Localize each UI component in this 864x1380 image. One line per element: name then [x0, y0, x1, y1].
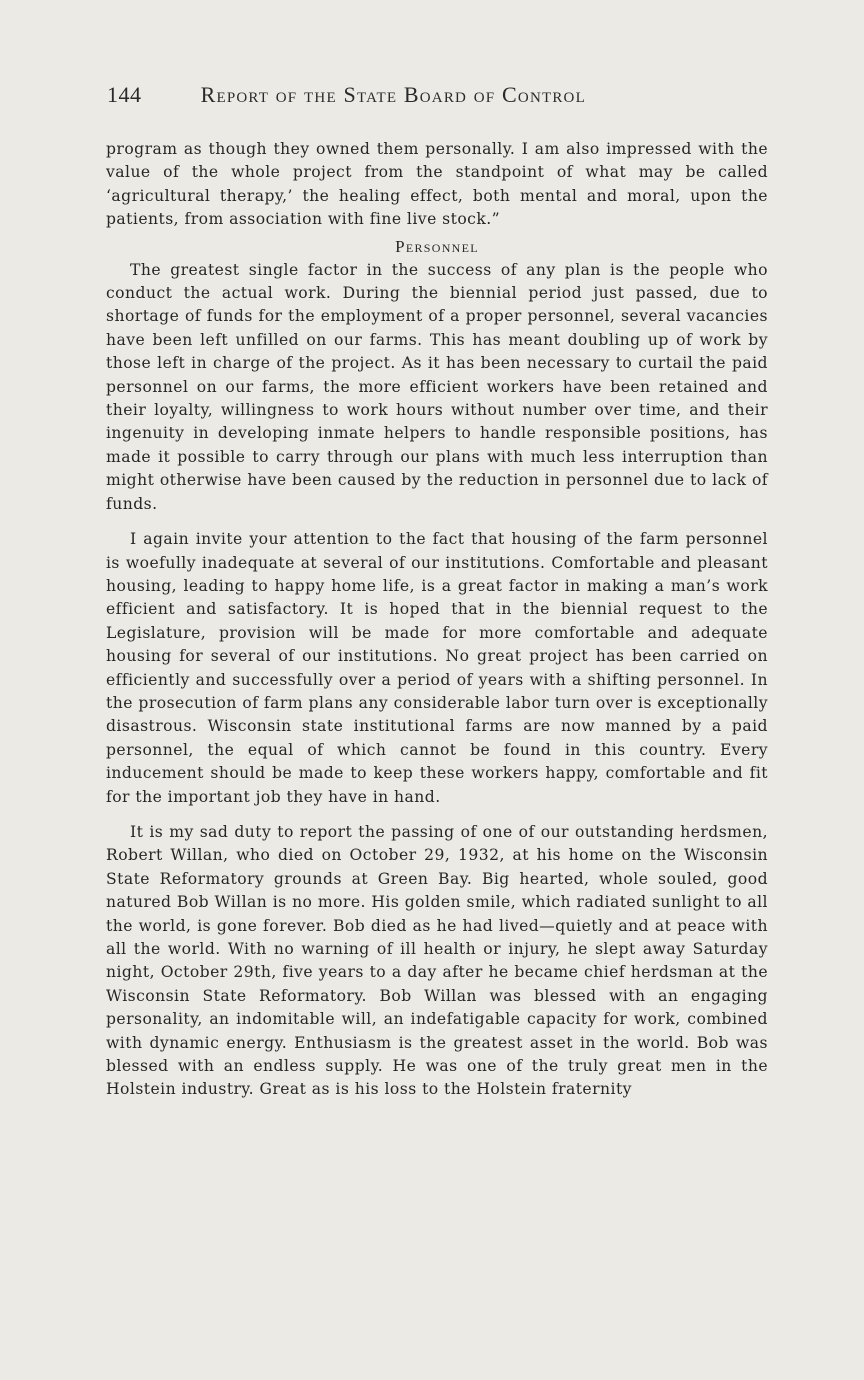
- running-title: Report of the State Board of Control: [200, 82, 586, 107]
- paragraph-personnel-factor: The greatest single factor in the success of any plan is the people who conduct the actual work. During the biennial period just passed, due to shortage of funds for the employment of a proper personnel, several vacancies have been left unfilled on our farms. This has meant doubling up of work by those left in charge of the project. As it has been necessary to curtail the paid personnel on our farms, the more efficient workers have been retained and their loyalty, willingness to work hours without number over time, and their ingenuity in developing inmate helpers to handle responsible positions, has made it possible to carry through our plans with much less interruption than might otherwise have been caused by the reduction in personnel due to lack of funds.: [106, 260, 768, 513]
- page-number: 144: [107, 82, 142, 107]
- body-text: [106, 138, 768, 1102]
- paragraph-robert-willan: It is my sad duty to report the passing of one of our outstanding herdsmen, Robert Willan, who died on October 29, 1932, at his home on the Wisconsin State Reformatory grounds at Green Bay. Big hearted, whole souled, good natured Bob Willan is no more. His golden smile, which radiated sunlight to all the world, is gone forever. Bob died as he had lived—quietly and at peace with all the world. With no warning of ill health or injury, he slept away Saturday night, October 29th, five years to a day after he became chief herdsman at the Wisconsin State Reformatory. Bob Willan was blessed with an engaging personality, an indomitable will, an indefatigable capacity for work, combined with dynamic energy. Enthusiasm is the greatest asset in the world. Bob was blessed with an endless supply. He was one of the truly great men in the Holstein industry. Great as is his loss to the Holstein fraternity: [106, 822, 768, 1099]
- section-heading-personnel: Personnel: [395, 236, 479, 256]
- running-head: [107, 82, 767, 116]
- opening-paragraph: program as though they owned them personally. I am also impressed with the value of the whole project from the standpoint of what may be called ‘agricultural therapy,’ the healing effect, both mental and moral, upon the patients, from association with fine live stock.”: [106, 140, 768, 229]
- paragraph-housing: I again invite your attention to the fact that housing of the farm personnel is woefully inadequate at several of our institutions. Comfortable and pleasant housing, leading to happy home life, is a great factor in making a man’s work efficient and satisfactory. It is hoped that in the biennial request to the Legislature, provision will be made for more comfortable and adequate housing for several of our institutions. No great project has been carried on efficiently and successfully over a period of years with a shifting personnel. In the prosecution of farm plans any considerable labor turn over is exceptionally disastrous. Wisconsin state institutional farms are now manned by a paid personnel, the equal of which cannot be found in this country. Every inducement should be made to keep these workers happy, comfortable and fit for the important job they have in hand.: [106, 530, 768, 806]
